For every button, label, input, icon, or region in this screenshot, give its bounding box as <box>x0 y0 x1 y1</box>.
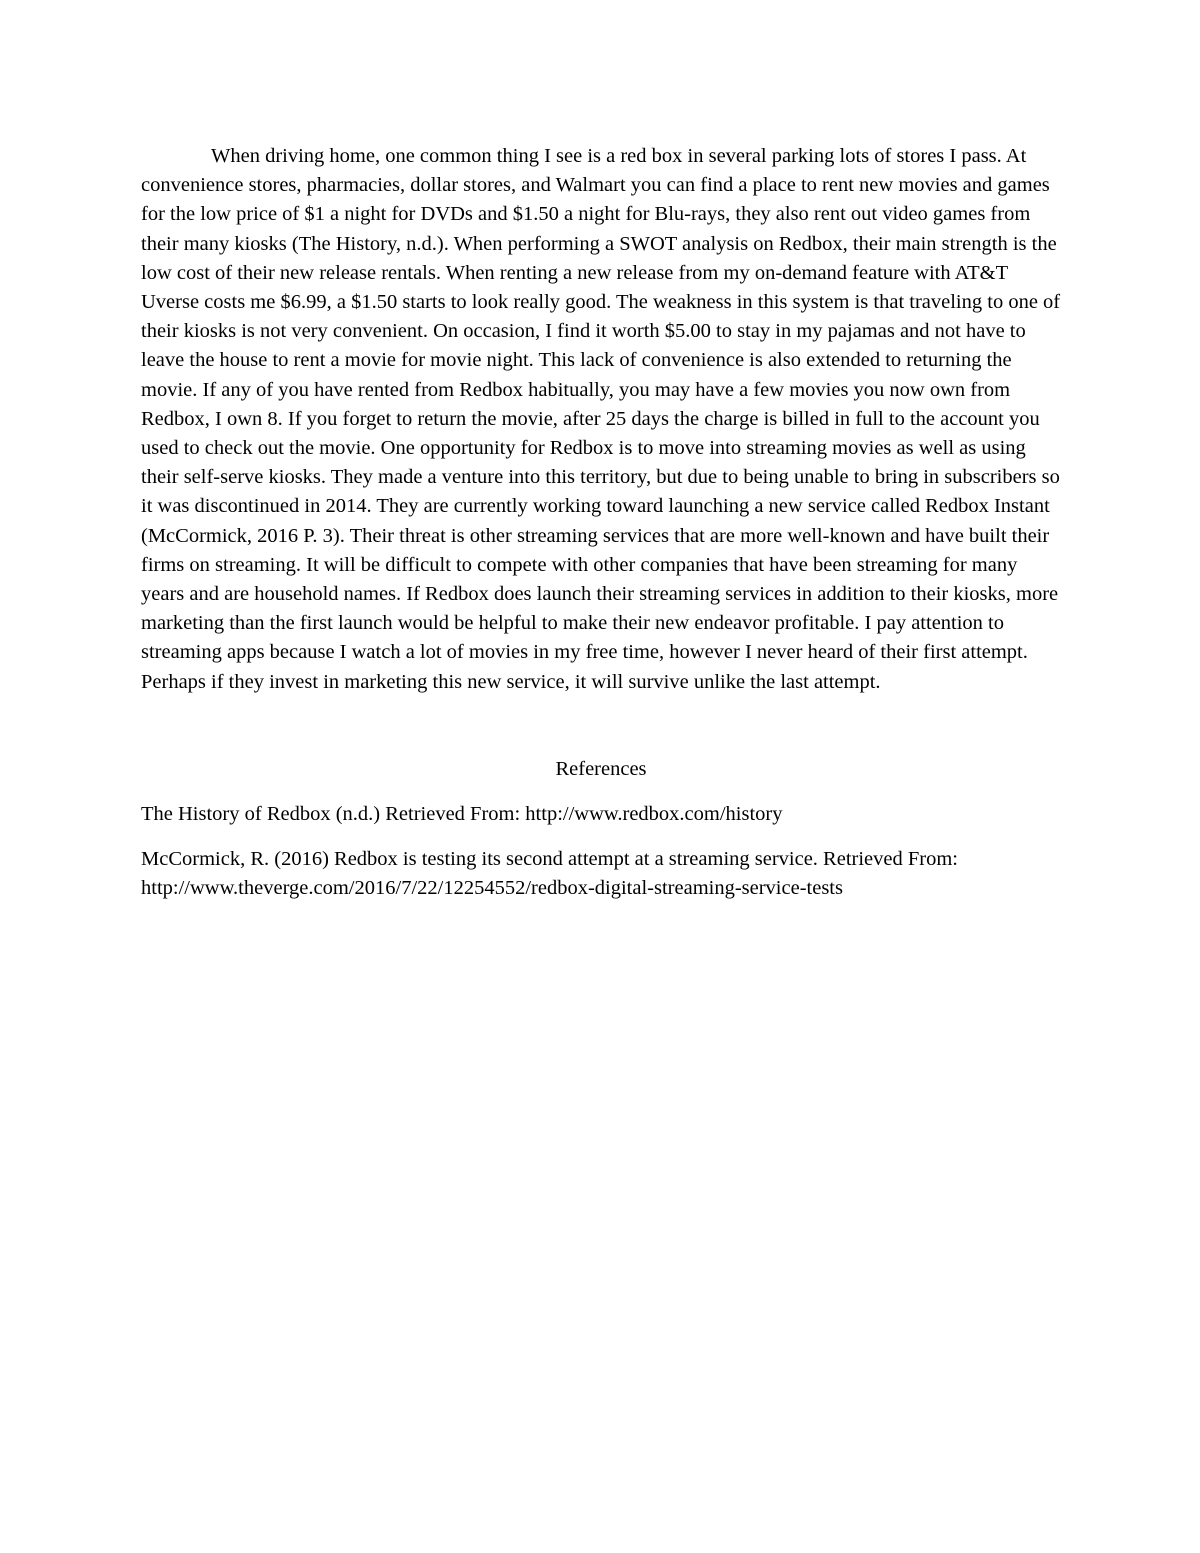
references-heading: References <box>555 757 647 780</box>
document-content <box>141 142 1061 904</box>
reference-entry-mccormick: McCormick, R. (2016) Redbox is testing its second attempt at a streaming service. Retrieved From: http://www.theverge.com/2016/7/22/12254552/redbox-digital-streaming-service-tests <box>141 848 958 900</box>
reference-entry-history: The History of Redbox (n.d.) Retrieved From: http://www.redbox.com/history <box>141 803 783 826</box>
body-paragraph: When driving home, one common thing I see is a red box in several parking lots of stores I pass. At convenience stores, pharmacies, dollar stores, and Walmart you can find a place to rent new movies and games for the low price of $1 a night for DVDs and $1.50 a night for Blu-rays, they also rent out video games from their many kiosks (The History, n.d.). When performing a SWOT analysis on Redbox, their main strength is the low cost of their new release rentals. When renting a new release from my on-demand feature with AT&T Uverse costs me $6.99, a $1.50 starts to look really good. The weakness in this system is that traveling to one of their kiosks is not very convenient. On occasion, I find it worth $5.00 to stay in my pajamas and not have to leave the house to rent a movie for movie night. This lack of convenience is also extended to returning the movie. If any of you have rented from Redbox habitually, you may have a few movies you now own from Redbox, I own 8. If you forget to return the movie, after 25 days the charge is billed in full to the account you used to check out the movie. One opportunity for Redbox is to move into streaming movies as well as using their self-serve kiosks. They made a venture into this territory, but due to being unable to bring in subscribers so it was discontinued in 2014. They are currently working toward launching a new service called Redbox Instant (McCormick, 2016 P. 3). Their threat is other streaming services that are more well-known and have built their firms on streaming. It will be difficult to compete with other companies that have been streaming for many years and are household names. If Redbox does launch their streaming services in addition to their kiosks, more marketing than the first launch would be helpful to make their new endeavor profitable. I pay attention to streaming apps because I watch a lot of movies in my free time, however I never heard of their first attempt. Perhaps if they invest in marketing this new service, it will survive unlike the last attempt. <box>141 145 1061 693</box>
